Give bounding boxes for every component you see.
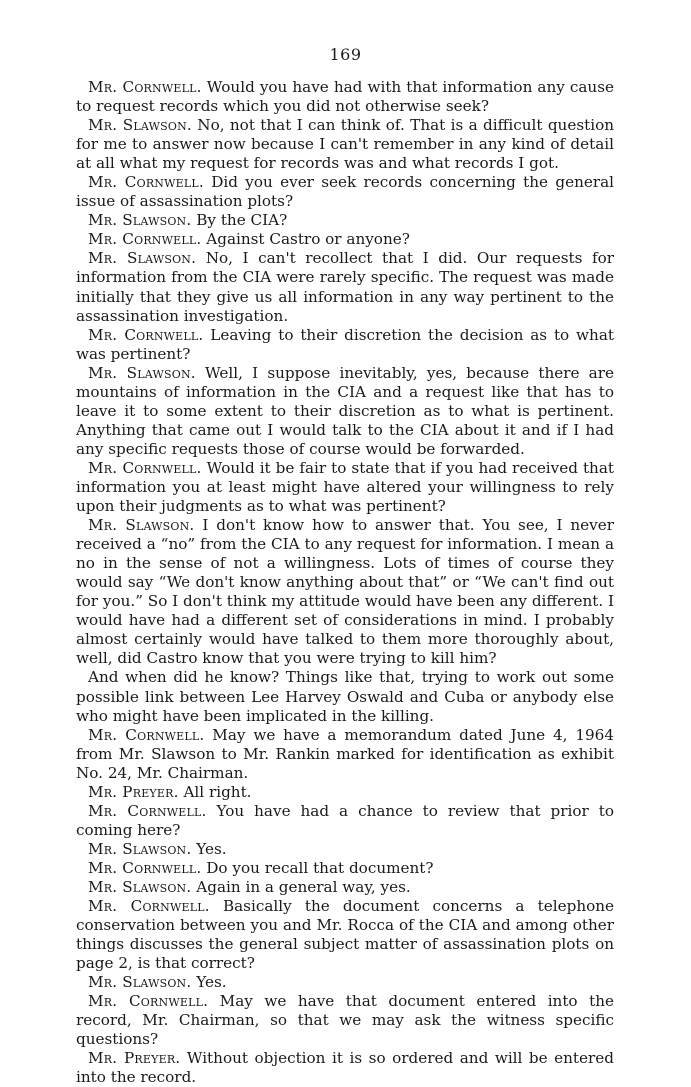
paragraph-text: Against Castro or anyone? <box>206 230 410 249</box>
speaker-name: Mr. Cornwell. <box>88 992 209 1011</box>
paragraph-text: No, I can't recollect that I did. Our requests for information from the CIA were rarely specific. The request was made initially that they give us all information in any way pertinent to the assassination investigation. <box>76 249 614 325</box>
paragraph-text: And when did he know? Things like that, trying to work out some possible link between Lee Harvey Oswald and Cuba or anybody else who might have been implicated in the killing. <box>76 668 614 725</box>
paragraph <box>76 230 614 249</box>
speaker-name: Mr. Cornwell. <box>88 78 202 96</box>
paragraph-text: Yes. <box>196 973 227 992</box>
speaker-name: Mr. Cornwell. <box>88 801 207 820</box>
paragraph <box>76 211 614 230</box>
paragraph <box>76 326 614 364</box>
speaker-name: Mr. Slawson. <box>88 211 192 230</box>
paragraph <box>76 78 614 116</box>
speaker-name: Mr. Preyer. <box>88 1049 181 1068</box>
paragraph-text: Without objection it is so ordered and will be entered into the record. <box>76 1049 614 1087</box>
speaker-name: Mr. Cornwell. <box>88 897 210 916</box>
paragraph-text: I don't know how to answer that. You see, I never received a “no” from the CIA to any request for information. I mean a no in the sense of not a willingness. Lots of times of course they would say “We don't know anything about that” or “We can't find out for you.” So I don't think my attitude would have been any different. I would have had a different set of considerations in mind. I probably almost certainly would have talked to them more thoroughly about, well, did Castro know that you were trying to kill him? <box>76 516 614 668</box>
speaker-name: Mr. Slawson. <box>88 249 197 268</box>
paragraph <box>76 878 614 897</box>
speaker-name: Mr. Slawson. <box>88 877 192 896</box>
speaker-name: Mr. Slawson. <box>88 116 192 135</box>
speaker-name: Mr. Cornwell. <box>88 230 202 249</box>
page-number: 169 <box>329 45 362 64</box>
paragraph-text: May we have a memorandum dated June 4, 1964 from Mr. Slawson to Mr. Rankin marked for identification as exhibit No. 24, Mr. Chairman. <box>76 725 615 782</box>
paragraph <box>76 726 614 783</box>
paragraph <box>76 802 614 840</box>
speaker-name: Mr. Preyer. <box>88 782 179 801</box>
speaker-name: Mr. Cornwell. <box>88 458 202 477</box>
speaker-name: Mr. Slawson. <box>88 363 196 382</box>
paragraph <box>76 992 614 1049</box>
speaker-name: Mr. Slawson. <box>88 973 192 992</box>
paragraph <box>76 859 614 878</box>
speaker-name: Mr. Slawson. <box>88 516 195 535</box>
paragraph-text: Well, I suppose inevitably, yes, because there are mountains of information in the CIA and a request like that has to leave it to some extent to their discretion as to what is pertinent. Anything that came out I would talk to the CIA about it and if I had any specific requests those of course would be forwarded. <box>76 363 614 458</box>
paragraph-text: Would you have had with that information any cause to request records which you did not otherwise seek? <box>76 78 614 116</box>
transcript-body <box>76 78 614 1087</box>
paragraph-text: Basically the document concerns a telephone conservation between you and Mr. Rocca of the CIA and among other things discusses the general subject matter of assassination plots on page 2, is that correct? <box>76 897 615 973</box>
paragraph-text: By the CIA? <box>196 211 288 230</box>
paragraph <box>76 516 614 668</box>
paragraph-text: Would it be fair to state that if you had received that information you at least might have altered your willingness to rely upon their judgments as to what was pertinent? <box>76 458 614 516</box>
paragraph <box>76 173 614 211</box>
paragraph <box>76 1049 614 1087</box>
paragraph <box>76 783 614 802</box>
paragraph <box>76 668 614 725</box>
paragraph <box>76 897 614 973</box>
speaker-name: Mr. Cornwell. <box>88 858 202 877</box>
paragraph-text: No, not that I can think of. That is a difficult question for me to answer now because I can't remember in any kind of detail at all what my request for records was and what records I got. <box>76 116 614 173</box>
speaker-name: Mr. Cornwell. <box>88 325 204 344</box>
paragraph <box>76 459 614 516</box>
paragraph-text: Do you recall that document? <box>206 858 434 877</box>
paragraph <box>76 116 614 173</box>
paragraph <box>76 973 614 992</box>
paragraph-text: Did you ever seek records concerning the general issue of assassination plots? <box>76 173 615 211</box>
speaker-name: Mr. Slawson. <box>88 839 192 858</box>
paragraph <box>76 840 614 859</box>
speaker-name: Mr. Cornwell. <box>88 173 204 192</box>
speaker-name: Mr. Cornwell. <box>88 725 205 744</box>
paragraph-text: Leaving to their discretion the decision as to what was pertinent? <box>76 325 614 363</box>
paragraph-text: Yes. <box>196 839 227 858</box>
paragraph-text: May we have that document entered into the record, Mr. Chairman, so that we may ask the witness specific questions? <box>76 992 614 1049</box>
paragraph-text: You have had a chance to review that prior to coming here? <box>76 801 615 839</box>
paragraph <box>76 364 614 459</box>
paragraph <box>76 249 614 325</box>
paragraph-text: All right. <box>183 782 252 801</box>
paragraph-text: Again in a general way, yes. <box>196 877 411 896</box>
